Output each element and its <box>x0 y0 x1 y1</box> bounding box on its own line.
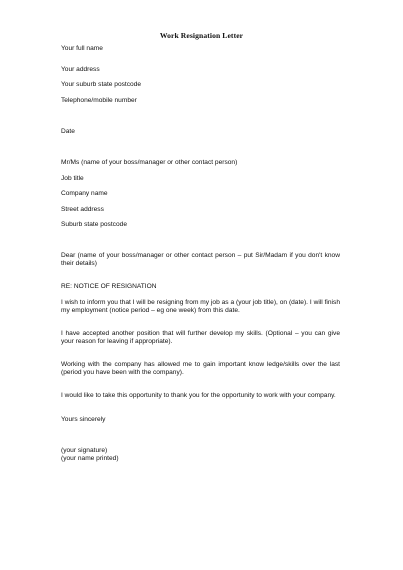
paragraph-notice: I wish to inform you that I will be resigning from my job as a (your job title), on (date). I will finish my employment (notice period – eg one week) from this date. <box>61 299 340 315</box>
recipient-street: Street address <box>61 206 104 213</box>
sender-suburb: Your suburb state postcode <box>61 81 142 88</box>
salutation: Dear (name of your boss/manager or other contact person – put Sir/Madam if you don't know their details) <box>61 252 340 268</box>
paragraph-thanks: I would like to take this opportunity to thank you for the opportunity to work with your company. <box>61 392 336 399</box>
paragraph-new-position: I have accepted another position that will further develop my skills. (Optional – you can give your reason for leaving if appropriate). <box>61 330 340 346</box>
letter-date: Date <box>61 128 75 135</box>
recipient-company: Company name <box>61 190 108 197</box>
printed-name-placeholder: (your name printed) <box>61 455 119 462</box>
closing: Yours sincerely <box>61 416 106 423</box>
sender-phone: Telephone/mobile number <box>61 97 137 104</box>
sender-name: Your full name <box>61 45 103 52</box>
recipient-job-title: Job title <box>61 175 84 182</box>
paragraph-experience: Working with the company has allowed me to gain important know ledge/skills over the last (period you have been with the company). <box>61 361 340 377</box>
document-title: Work Resignation Letter <box>159 31 244 40</box>
subject-line: RE: NOTICE OF RESIGNATION <box>61 283 157 290</box>
signature-placeholder: (your signature) <box>61 447 108 454</box>
recipient-name: Mr/Ms (name of your boss/manager or other contact person) <box>61 159 238 166</box>
recipient-suburb: Suburb state postcode <box>61 221 127 228</box>
sender-address: Your address <box>61 66 100 73</box>
